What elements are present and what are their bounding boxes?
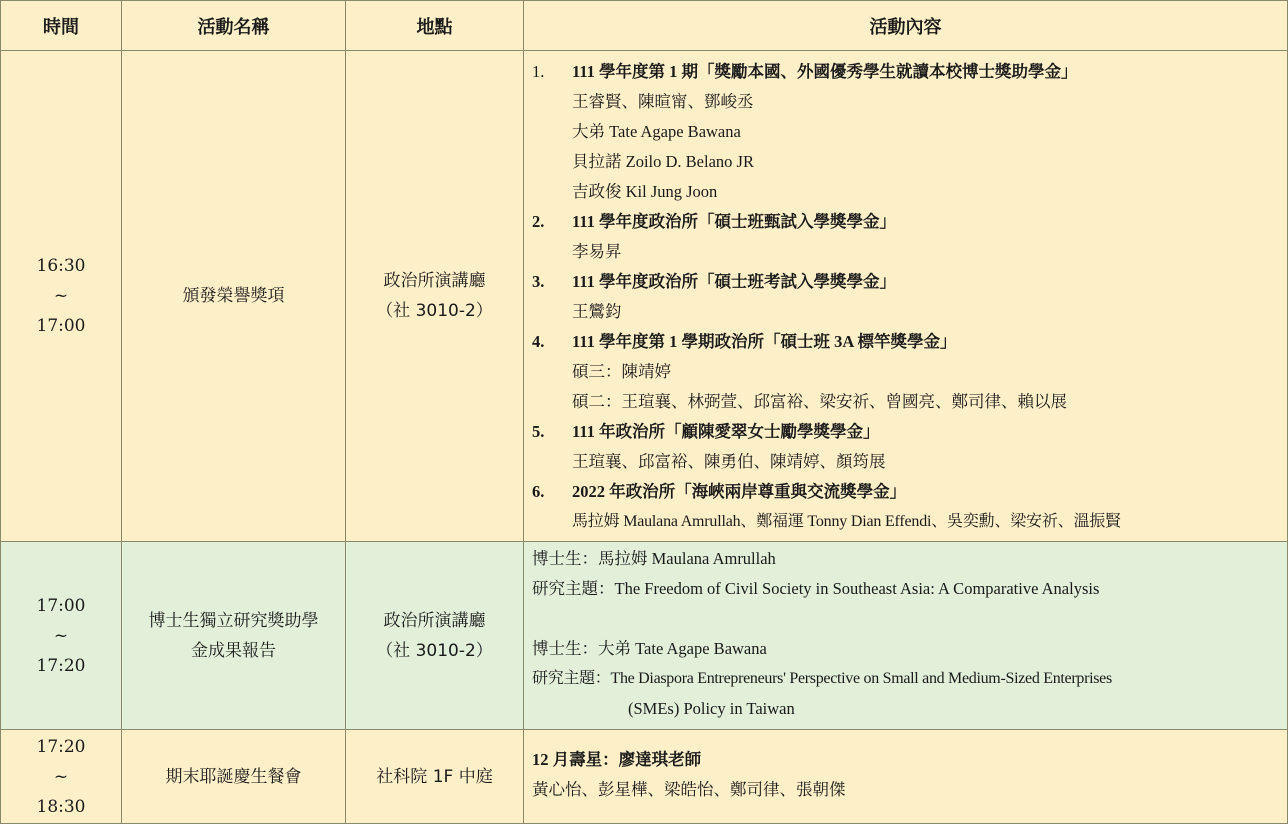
time-sep: ~	[53, 766, 69, 787]
header-activity-name: 活動名稱	[122, 1, 346, 51]
time-sep: ~	[53, 286, 69, 306]
venue-line: （社 3010-2）	[376, 640, 493, 661]
activity-name-cell	[122, 730, 346, 824]
student-line: 博士生：馬拉姆 Maulana Amrullah	[532, 549, 776, 568]
award-item-title: 1. 111 學年度第 1 期「獎勵本國、外國優秀學生就讀本校博士獎助學金」	[532, 62, 1078, 81]
recipient-line: 碩三：陳靖婷	[572, 362, 671, 381]
header-venue: 地點	[346, 1, 524, 51]
table-row	[1, 542, 1288, 730]
activity-name: 金成果報告	[191, 640, 276, 661]
content-cell	[524, 542, 1288, 730]
table-row	[1, 51, 1288, 542]
venue-line: 政治所演講廳	[383, 271, 486, 291]
birthday-names: 黃心怡、彭星樺、梁皓怡、鄭司律、張朝傑	[532, 779, 846, 799]
activity-name-cell	[122, 51, 346, 542]
time-end: 17:20	[36, 655, 86, 676]
student-line: 博士生：大弟 Tate Agape Bawana	[532, 639, 767, 658]
award-item-title: 6. 2022 年政治所「海峽兩岸尊重與交流獎學金」	[532, 482, 907, 501]
research-topic-line: (SMEs) Policy in Taiwan	[628, 699, 795, 718]
recipient-line: 吉政俊 Kil Jung Joon	[572, 182, 718, 201]
time-start: 17:20	[36, 736, 86, 757]
recipient-line: 王鸞鈞	[572, 302, 622, 321]
recipient-line: 貝拉諾 Zoilo D. Belano JR	[572, 152, 754, 171]
venue-cell	[346, 730, 524, 824]
award-item-title: 3. 111 學年度政治所「碩士班考試入學獎學金」	[532, 272, 897, 291]
recipient-line: 李易昇	[572, 242, 622, 261]
header-time: 時間	[1, 1, 122, 51]
award-item-title: 5. 111 年政治所「顧陳愛翠女士勵學獎學金」	[532, 422, 880, 441]
time-cell	[1, 51, 122, 542]
time-cell	[1, 730, 122, 824]
recipient-line: 碩二：王瑄襄、林弼萱、邱富裕、梁安祈、曾國亮、鄭司律、賴以展	[572, 392, 1067, 411]
recipient-line: 大弟 Tate Agape Bawana	[572, 122, 741, 141]
research-topic-line: 研究主題：The Diaspora Entrepreneurs' Perspective on Small and Medium-Sized Enterprises	[532, 670, 1112, 687]
venue-line: 社科院 1F 中庭	[376, 766, 493, 787]
recipient-line: 馬拉姆 Maulana Amrullah、鄭福運 Tonny Dian Effendi、吳奕勳、梁安祈、溫振賢	[572, 513, 1121, 530]
time-end: 18:30	[36, 796, 86, 817]
activity-name: 期末耶誕慶生餐會	[165, 766, 302, 787]
spacer	[532, 604, 1287, 634]
activity-name-cell	[122, 542, 346, 730]
time-cell	[1, 542, 122, 730]
header-row	[1, 1, 1288, 51]
research-topic-line: 研究主題：The Freedom of Civil Society in Southeast Asia: A Comparative Analysis	[532, 579, 1100, 598]
time-start: 16:30	[36, 256, 86, 276]
recipient-line: 王瑄襄、邱富裕、陳勇伯、陳靖婷、顏筠展	[572, 452, 886, 471]
content-cell	[524, 51, 1288, 542]
time-start: 17:00	[36, 595, 86, 616]
activity-name: 博士生獨立研究獎助學	[148, 610, 319, 631]
content-cell	[524, 730, 1288, 824]
award-item-title: 2. 111 學年度政治所「碩士班甄試入學獎學金」	[532, 212, 897, 231]
venue-cell	[346, 542, 524, 730]
table-row	[1, 730, 1288, 824]
award-item-title: 4. 111 學年度第 1 學期政治所「碩士班 3A 標竿獎學金」	[532, 332, 957, 351]
venue-line: （社 3010-2）	[376, 301, 493, 321]
recipient-line: 王睿賢、陳暄甯、鄧峻丞	[572, 92, 754, 111]
time-end: 17:00	[36, 316, 86, 336]
venue-line: 政治所演講廳	[383, 610, 486, 631]
venue-cell	[346, 51, 524, 542]
time-sep: ~	[53, 625, 69, 646]
activity-name: 頒發榮譽獎項	[182, 286, 285, 306]
header-content: 活動內容	[524, 1, 1288, 51]
birthday-title: 12 月壽星：廖達琪老師	[532, 749, 702, 769]
